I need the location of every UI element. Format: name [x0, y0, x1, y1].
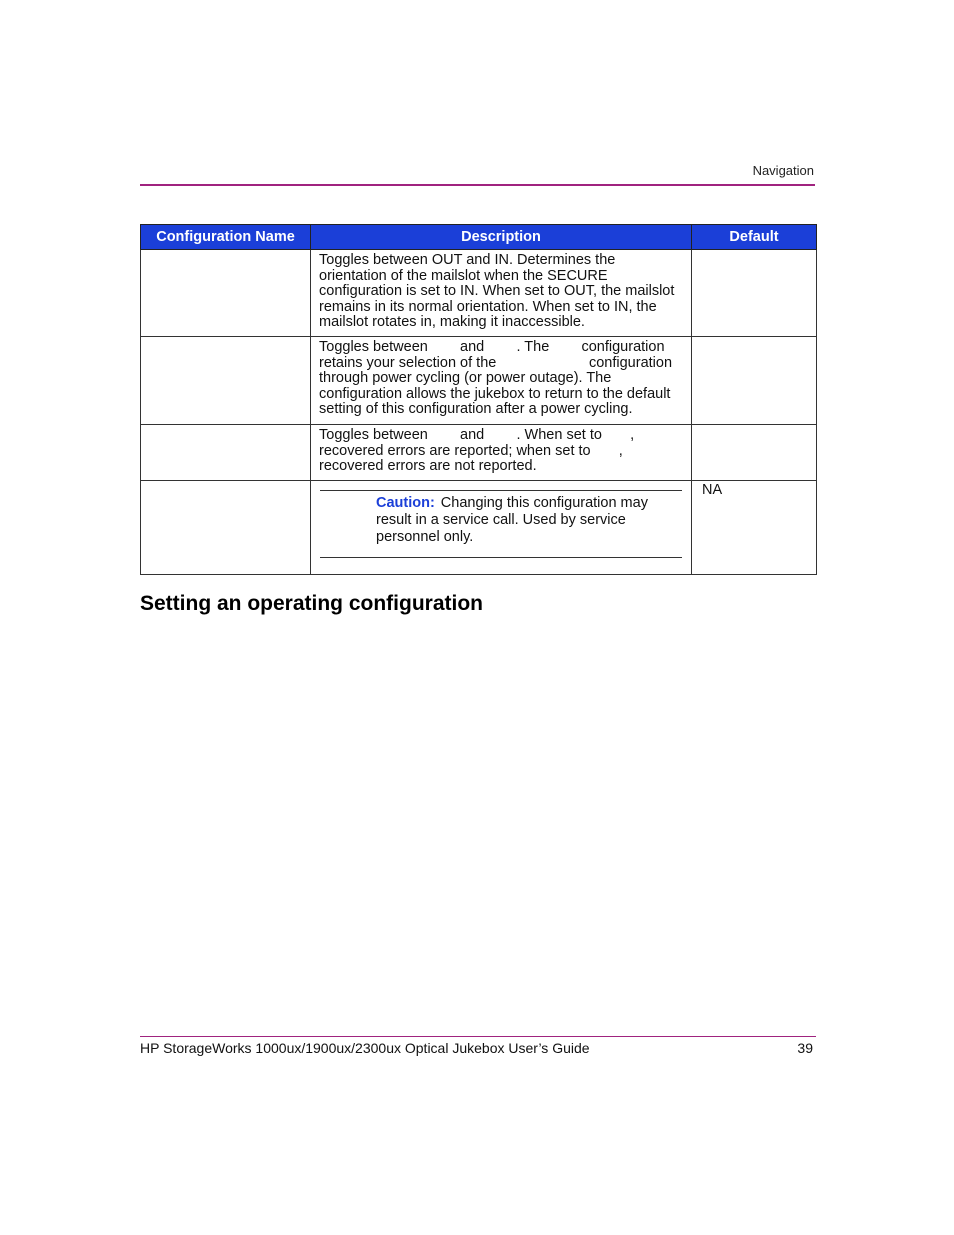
default-cell: [692, 250, 817, 337]
description-line: recovered errors are not reported.: [319, 458, 537, 475]
footer-rule: [140, 1036, 816, 1037]
config-name-cell: [141, 425, 311, 481]
config-name-cell: [141, 250, 311, 337]
description-line: orientation of the mailslot when the SECURE: [319, 267, 608, 284]
default-value: NA: [702, 482, 723, 498]
table-header-row: [141, 225, 817, 250]
caution-note: [320, 490, 682, 558]
description-line: recovered errors are reported; when set to ,: [319, 442, 623, 459]
description-cell: [311, 425, 692, 481]
default-cell: [692, 481, 817, 575]
description-cell: [311, 250, 692, 337]
caution-label: Caution:: [376, 495, 435, 511]
description-cell: [311, 481, 692, 575]
config-name-cell: [141, 481, 311, 575]
description-line: configuration is set to IN. When set to OUT, the mailslot: [319, 283, 675, 300]
description-line: retains your selection of the configuration: [319, 354, 673, 371]
description-line: setting of this configuration after a power cycling.: [319, 401, 633, 418]
description-line: mailslot rotates in, making it inaccessible.: [319, 314, 585, 331]
caution-text: Changing this configuration may result in a service call. Used by service personnel only.: [376, 495, 648, 545]
description-line: configuration allows the jukebox to return to the default: [319, 385, 671, 402]
footer-document-title: HP StorageWorks 1000ux/1900ux/2300ux Optical Jukebox User’s Guide: [140, 1040, 590, 1056]
description-line: Toggles between and . The configuration: [319, 339, 665, 355]
table-row: [141, 425, 817, 481]
description-line: Toggles between and . When set to ,: [319, 427, 635, 443]
header-rule: [140, 184, 815, 186]
page-number: 39: [797, 1040, 813, 1056]
column-header-name: Configuration Name: [141, 225, 311, 250]
configuration-table: [140, 224, 817, 575]
config-name-cell: [141, 337, 311, 425]
description-line: through power cycling (or power outage). The: [319, 370, 612, 387]
column-header-description: Description: [311, 225, 692, 250]
section-heading: Setting an operating configuration: [140, 592, 483, 615]
column-header-default: Default: [692, 225, 817, 250]
description-cell: [311, 337, 692, 425]
running-header: Navigation: [752, 163, 814, 178]
default-cell: [692, 337, 817, 425]
description-line: Toggles between OUT and IN. Determines the: [319, 252, 616, 268]
table-row: [141, 250, 817, 337]
default-cell: [692, 425, 817, 481]
table-row: [141, 481, 817, 575]
table-row: [141, 337, 817, 425]
description-line: remains in its normal orientation. When set to IN, the: [319, 298, 657, 315]
